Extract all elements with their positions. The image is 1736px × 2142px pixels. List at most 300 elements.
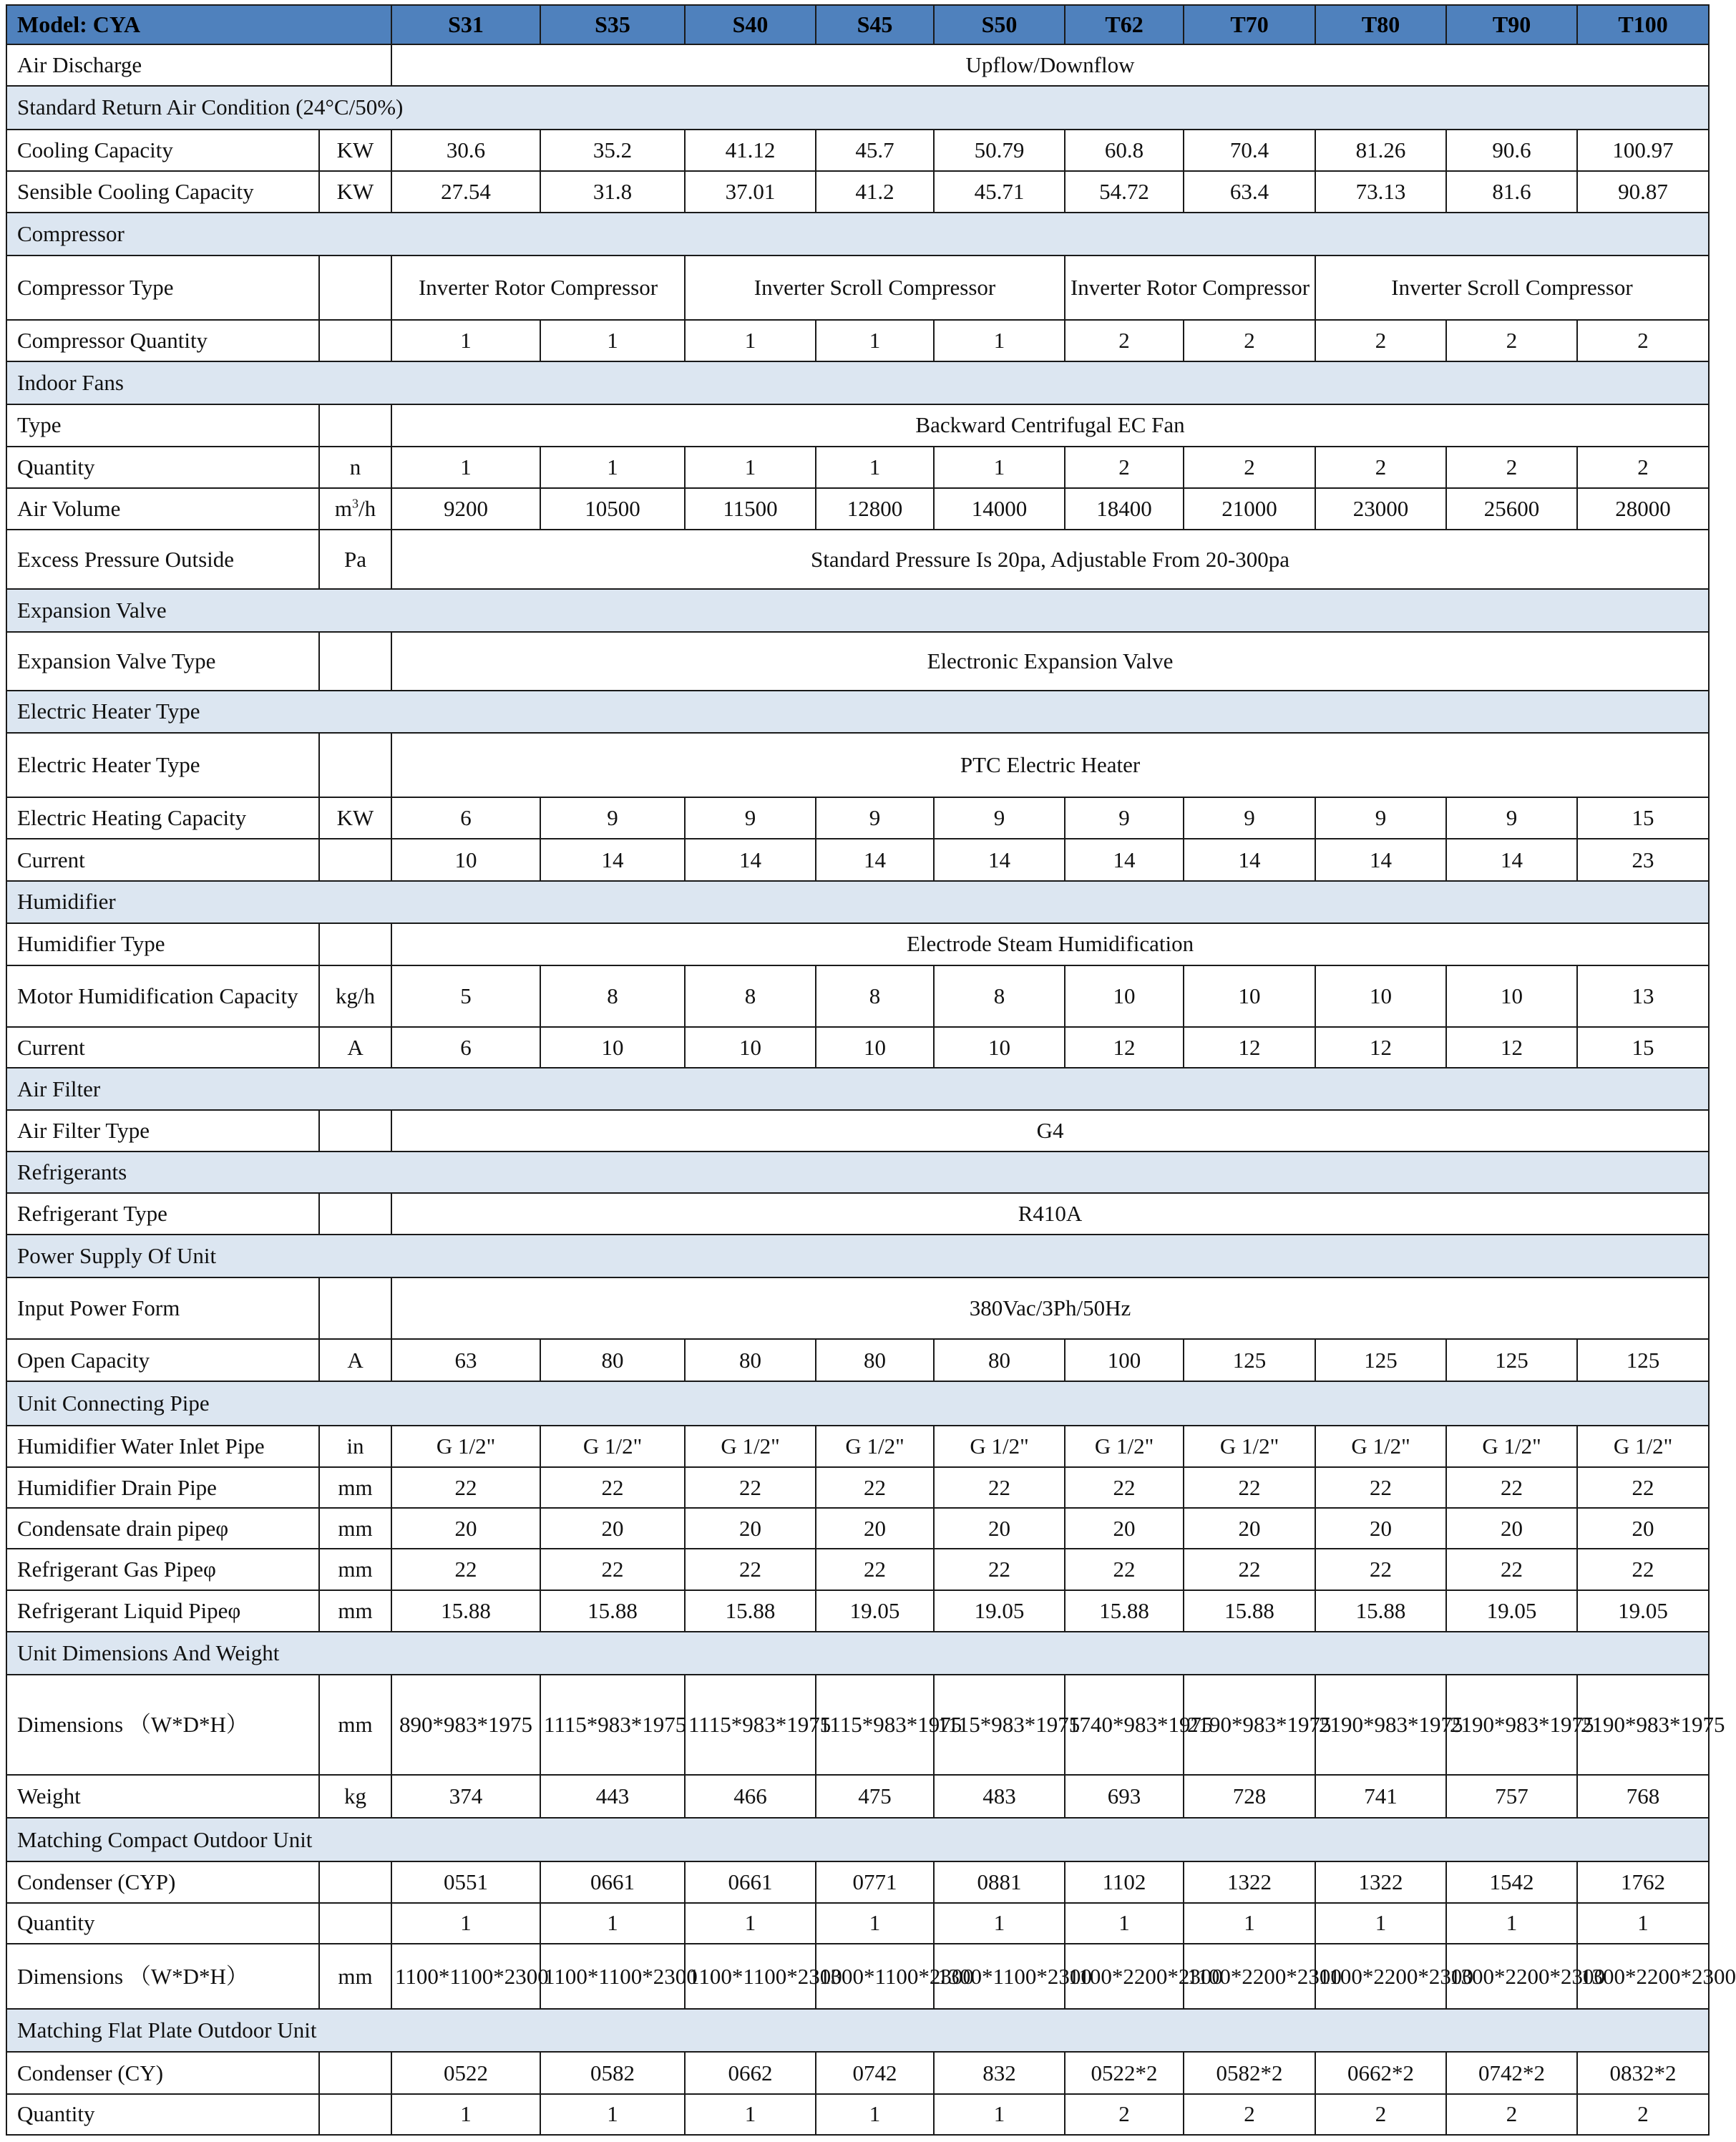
value-cell: 475 [816,1775,934,1818]
compact-condenser-row [6,1861,1709,1903]
row-unit [319,1277,391,1339]
value-cell: 1 [1065,1903,1184,1944]
value-cell: 0742*2 [1446,2052,1577,2093]
row-label: Quantity [6,447,319,488]
row-unit: kg/h [319,965,391,1027]
humidifier-drain-row [6,1467,1709,1508]
row-unit: Pa [319,530,391,589]
value-cell: 1 [816,447,934,488]
row-unit [319,2094,391,2135]
row-label: Refrigerant Gas Pipeφ [6,1549,319,1590]
section-row [6,1632,1709,1675]
section-title: Refrigerants [6,1152,1709,1193]
row-label: Motor Humidification Capacity [6,965,319,1027]
value-cell: 21000 [1184,488,1315,530]
section-row [6,2009,1709,2052]
value-cell: 22 [934,1549,1065,1590]
value-cell: 2 [1065,447,1184,488]
row-label: Current [6,1027,319,1068]
value-cell: 22 [816,1549,934,1590]
value-cell: 1115*983*1975 [685,1675,816,1775]
value-cell: 10 [1065,965,1184,1027]
value-cell: 12 [1315,1027,1446,1068]
open-capacity-row [6,1339,1709,1381]
value-cell: 0881 [934,1861,1065,1903]
section-title: Electric Heater Type [6,691,1709,733]
value-cell: 73.13 [1315,171,1446,213]
value-cell: 10 [816,1027,934,1068]
gas-pipe-row [6,1549,1709,1590]
heating-capacity-row [6,797,1709,839]
model-header: T100 [1577,5,1709,44]
row-unit: mm [319,1675,391,1775]
value-cell: 14 [816,839,934,880]
excess-pressure-row [6,530,1709,589]
value-cell: 25600 [1446,488,1577,530]
liquid-pipe-row [6,1590,1709,1632]
row-unit: mm [319,1508,391,1549]
row-label: Open Capacity [6,1339,319,1381]
value-cell: 2 [1577,447,1709,488]
value-cell: 23000 [1315,488,1446,530]
fan-quantity-row [6,447,1709,488]
value-cell: 20 [1315,1508,1446,1549]
value-cell: 2 [1184,320,1315,361]
row-label: Air Filter Type [6,1110,319,1152]
value-cell: 8 [540,965,685,1027]
value-cell: 9 [1184,797,1315,839]
value-cell: 1300*1100*2300 [816,1944,934,2009]
value-cell: G 1/2" [816,1426,934,1467]
humidification-capacity-row [6,965,1709,1027]
section-row [6,589,1709,631]
value-cell: 12 [1065,1027,1184,1068]
value-cell: G 1/2" [1315,1426,1446,1467]
value-cell: 20 [1446,1508,1577,1549]
section-row [6,691,1709,733]
row-label: Weight [6,1775,319,1818]
value-cell: 2 [1577,320,1709,361]
value-cell: 2 [1577,2094,1709,2135]
row-unit [319,923,391,965]
row-label: Humidifier Type [6,923,319,965]
value-cell: 1 [934,1903,1065,1944]
value-cell: 1 [1577,1903,1709,1944]
value-cell: 2 [1184,2094,1315,2135]
value-cell: 70.4 [1184,130,1315,171]
row-label: Air Discharge [6,44,391,86]
row-span-value: Standard Pressure Is 20pa, Adjustable From 20-300pa [391,530,1709,589]
value-cell: 20 [391,1508,540,1549]
value-cell: G 1/2" [1065,1426,1184,1467]
value-cell: 15.88 [391,1590,540,1632]
row-label: Refrigerant Liquid Pipeφ [6,1590,319,1632]
row-label: Condenser (CYP) [6,1861,319,1903]
value-cell: 0522*2 [1065,2052,1184,2093]
value-cell: 19.05 [816,1590,934,1632]
heater-type-row [6,733,1709,797]
value-cell: 1300*1100*2300 [934,1944,1065,2009]
value-cell: 10 [540,1027,685,1068]
section-row [6,1152,1709,1193]
value-cell: 10 [1446,965,1577,1027]
humidifier-inlet-row [6,1426,1709,1467]
section-title: Compressor [6,213,1709,255]
value-cell: 90.6 [1446,130,1577,171]
value-cell: 0832*2 [1577,2052,1709,2093]
value-cell: 2190*983*1975 [1577,1675,1709,1775]
row-unit: in [319,1426,391,1467]
value-cell: 125 [1184,1339,1315,1381]
value-cell: 81.26 [1315,130,1446,171]
row-label: Humidifier Drain Pipe [6,1467,319,1508]
section-row [6,1818,1709,1861]
row-label: Cooling Capacity [6,130,319,171]
value-cell: 0551 [391,1861,540,1903]
row-unit [319,255,391,320]
value-cell: 15.88 [1065,1590,1184,1632]
value-cell: 2 [1315,2094,1446,2135]
row-unit: KW [319,797,391,839]
value-cell: 22 [1065,1549,1184,1590]
value-cell: 1 [685,1903,816,1944]
row-unit: mm [319,1467,391,1508]
refrigerant-type-row [6,1193,1709,1235]
value-cell: 125 [1315,1339,1446,1381]
row-unit: n [319,447,391,488]
row-span-value: 380Vac/3Ph/50Hz [391,1277,1709,1339]
value-cell: 12 [1184,1027,1315,1068]
value-cell: 22 [1446,1467,1577,1508]
row-label: Excess Pressure Outside [6,530,319,589]
value-cell: 14 [540,839,685,880]
row-unit: kg [319,1775,391,1818]
row-label: Compressor Quantity [6,320,319,361]
value-cell: 23 [1577,839,1709,880]
value-cell: G 1/2" [934,1426,1065,1467]
value-cell: 15 [1577,1027,1709,1068]
value-cell: 30.6 [391,130,540,171]
value-cell: 80 [816,1339,934,1381]
model-header: S45 [816,5,934,44]
value-cell: 1 [1184,1903,1315,1944]
row-span-value: R410A [391,1193,1709,1235]
row-unit: mm [319,1590,391,1632]
value-cell: 1 [934,320,1065,361]
value-cell: 2190*983*1975 [1446,1675,1577,1775]
value-cell: 125 [1446,1339,1577,1381]
value-cell: 45.71 [934,171,1065,213]
value-cell: 1100*2200*2300 [1184,1944,1315,2009]
value-cell: 693 [1065,1775,1184,1818]
value-cell: 1100*2200*2300 [1065,1944,1184,2009]
value-cell: 22 [685,1467,816,1508]
value-cell: 15.88 [685,1590,816,1632]
model-header: T80 [1315,5,1446,44]
value-cell: 768 [1577,1775,1709,1818]
value-cell: G 1/2" [391,1426,540,1467]
value-cell: 15.88 [540,1590,685,1632]
value-cell: 1115*983*1975 [934,1675,1065,1775]
section-title: Standard Return Air Condition (24°C/50%) [6,86,1709,129]
value-cell: 1102 [1065,1861,1184,1903]
value-cell: 63.4 [1184,171,1315,213]
compact-dimensions-row [6,1944,1709,2009]
value-cell: 19.05 [1577,1590,1709,1632]
value-cell: 14 [1446,839,1577,880]
value-cell: 374 [391,1775,540,1818]
value-cell: G 1/2" [1446,1426,1577,1467]
value-cell: 9 [1315,797,1446,839]
value-cell: 63 [391,1339,540,1381]
value-cell: 2 [1315,447,1446,488]
model-header: S50 [934,5,1065,44]
value-cell: 483 [934,1775,1065,1818]
value-cell: 27.54 [391,171,540,213]
value-cell: 1115*983*1975 [540,1675,685,1775]
value-cell: 22 [1446,1549,1577,1590]
row-unit [319,2052,391,2093]
value-cell: 50.79 [934,130,1065,171]
value-cell: 0662*2 [1315,2052,1446,2093]
value-cell: 9 [816,797,934,839]
section-row [6,1235,1709,1277]
humidifier-type-row [6,923,1709,965]
value-cell: 9 [1446,797,1577,839]
row-label: Expansion Valve Type [6,632,319,691]
value-cell: 22 [1184,1467,1315,1508]
value-cell: 1740*983*1975 [1065,1675,1184,1775]
dimensions-row [6,1675,1709,1775]
value-cell: 22 [1184,1549,1315,1590]
air-volume-row [6,488,1709,530]
value-cell: G 1/2" [685,1426,816,1467]
value-cell: 22 [540,1549,685,1590]
value-cell: 22 [934,1467,1065,1508]
section-row [6,1381,1709,1426]
value-cell: 20 [540,1508,685,1549]
row-label: Electric Heating Capacity [6,797,319,839]
spec-table [6,4,1736,2136]
value-cell: 10 [1184,965,1315,1027]
value-cell: 22 [391,1467,540,1508]
value-cell: 1115*983*1975 [816,1675,934,1775]
row-span-value: Backward Centrifugal EC Fan [391,404,1709,447]
section-title: Power Supply Of Unit [6,1235,1709,1277]
cooling-capacity-row [6,130,1709,171]
value-cell: 1100*1100*2300 [685,1944,816,2009]
value-cell: 1100*2200*2300 [1315,1944,1446,2009]
value-cell: 2 [1446,447,1577,488]
value-cell: 80 [540,1339,685,1381]
section-title: Unit Connecting Pipe [6,1381,1709,1426]
air-discharge-value: Upflow/Downflow [391,44,1709,86]
row-unit [319,1110,391,1152]
value-cell: 9 [934,797,1065,839]
row-label: Sensible Cooling Capacity [6,171,319,213]
value-cell: 20 [1577,1508,1709,1549]
value-cell: 1 [391,320,540,361]
value-cell: 37.01 [685,171,816,213]
value-cell: 8 [934,965,1065,1027]
value-cell: 12 [1446,1027,1577,1068]
value-cell: 1542 [1446,1861,1577,1903]
value-cell: 1 [1446,1903,1577,1944]
value-cell: 832 [934,2052,1065,2093]
air-filter-row [6,1110,1709,1152]
section-row [6,361,1709,404]
value-cell: 22 [391,1549,540,1590]
value-cell: 19.05 [1446,1590,1577,1632]
value-cell: 2 [1184,447,1315,488]
value-cell: 757 [1446,1775,1577,1818]
value-cell: 1322 [1184,1861,1315,1903]
value-cell: 22 [1577,1549,1709,1590]
value-cell: 41.2 [816,171,934,213]
value-cell: 0771 [816,1861,934,1903]
section-row [6,1068,1709,1109]
section-title: Matching Flat Plate Outdoor Unit [6,2009,1709,2052]
value-cell: 2 [1065,320,1184,361]
heater-current-row [6,839,1709,880]
value-cell: 2 [1315,320,1446,361]
fan-type-row [6,404,1709,447]
humidifier-current-row [6,1027,1709,1068]
value-cell: 1 [391,2094,540,2135]
value-cell: 80 [934,1339,1065,1381]
value-cell: 41.12 [685,130,816,171]
value-cell: 20 [816,1508,934,1549]
header-row [6,5,1709,44]
row-label: Dimensions （W*D*H） [6,1675,319,1775]
value-cell: 20 [685,1508,816,1549]
value-cell: 10 [1315,965,1446,1027]
value-cell: 1 [685,2094,816,2135]
model-header: S35 [540,5,685,44]
value-cell: 6 [391,797,540,839]
value-cell: 20 [934,1508,1065,1549]
value-cell: 1 [934,2094,1065,2135]
value-cell: 1 [816,1903,934,1944]
value-cell: 15 [1577,797,1709,839]
value-cell: 466 [685,1775,816,1818]
input-power-row [6,1277,1709,1339]
value-cell: 60.8 [1065,130,1184,171]
value-cell: 1 [391,1903,540,1944]
value-cell: 1322 [1315,1861,1446,1903]
value-cell: 10 [391,839,540,880]
row-unit [319,1861,391,1903]
row-label: Refrigerant Type [6,1193,319,1235]
unit-base: m [334,496,352,522]
row-label: Input Power Form [6,1277,319,1339]
value-cell: G 1/2" [1184,1426,1315,1467]
value-cell: 14000 [934,488,1065,530]
row-label: Dimensions （W*D*H） [6,1944,319,2009]
row-unit [319,1903,391,1944]
value-cell: 1 [816,2094,934,2135]
value-cell: 0582 [540,2052,685,2093]
value-cell: 1100*1100*2300 [540,1944,685,2009]
value-cell: 1 [540,1903,685,1944]
value-cell: 9200 [391,488,540,530]
row-span-value: Electrode Steam Humidification [391,923,1709,965]
row-label: Condensate drain pipeφ [6,1508,319,1549]
flat-condenser-row [6,2052,1709,2093]
value-cell: 0661 [540,1861,685,1903]
value-cell: G 1/2" [1577,1426,1709,1467]
compressor-type-row [6,255,1709,320]
value-cell: 28000 [1577,488,1709,530]
air-discharge-row [6,44,1709,86]
value-cell: 100 [1065,1339,1184,1381]
value-cell: 728 [1184,1775,1315,1818]
value-cell: 14 [685,839,816,880]
row-label: Quantity [6,2094,319,2135]
row-label: Compressor Type [6,255,319,320]
row-label: Type [6,404,319,447]
value-cell: 1 [934,447,1065,488]
row-span-value: G4 [391,1110,1709,1152]
row-unit: A [319,1339,391,1381]
row-unit [319,632,391,691]
row-unit: KW [319,130,391,171]
value-cell: 45.7 [816,130,934,171]
unit-superscript: 3 [352,496,359,511]
value-cell: 80 [685,1339,816,1381]
value-cell: 11500 [685,488,816,530]
value-cell: 15.88 [1315,1590,1446,1632]
spec-table-body [6,5,1736,2135]
row-unit [319,488,391,530]
value-cell: 8 [685,965,816,1027]
value-cell: 2 [1065,2094,1184,2135]
value-cell: 35.2 [540,130,685,171]
row-unit [319,733,391,797]
value-cell: 1300*2200*2300 [1446,1944,1577,2009]
row-unit [319,320,391,361]
section-title: Humidifier [6,881,1709,923]
value-cell: 1 [540,2094,685,2135]
value-cell: 14 [1065,839,1184,880]
value-cell: 18400 [1065,488,1184,530]
row-unit: A [319,1027,391,1068]
compressor-type-value: Inverter Scroll Compressor [685,255,1065,320]
flat-quantity-row [6,2094,1709,2135]
weight-row [6,1775,1709,1818]
unit-tail: /h [359,496,376,522]
value-cell: 443 [540,1775,685,1818]
model-label: Model: CYA [6,5,391,44]
value-cell: 0522 [391,2052,540,2093]
section-row [6,213,1709,255]
value-cell: 2 [1446,2094,1577,2135]
value-cell: 9 [685,797,816,839]
value-cell: 0662 [685,2052,816,2093]
value-cell: 12800 [816,488,934,530]
value-cell: 0742 [816,2052,934,2093]
value-cell: 0582*2 [1184,2052,1315,2093]
value-cell: 54.72 [1065,171,1184,213]
section-title: Unit Dimensions And Weight [6,1632,1709,1675]
value-cell: 2 [1446,320,1577,361]
value-cell: 1762 [1577,1861,1709,1903]
section-title: Air Filter [6,1068,1709,1109]
expansion-valve-row [6,632,1709,691]
value-cell: 5 [391,965,540,1027]
value-cell: 31.8 [540,171,685,213]
row-span-value: Electronic Expansion Valve [391,632,1709,691]
